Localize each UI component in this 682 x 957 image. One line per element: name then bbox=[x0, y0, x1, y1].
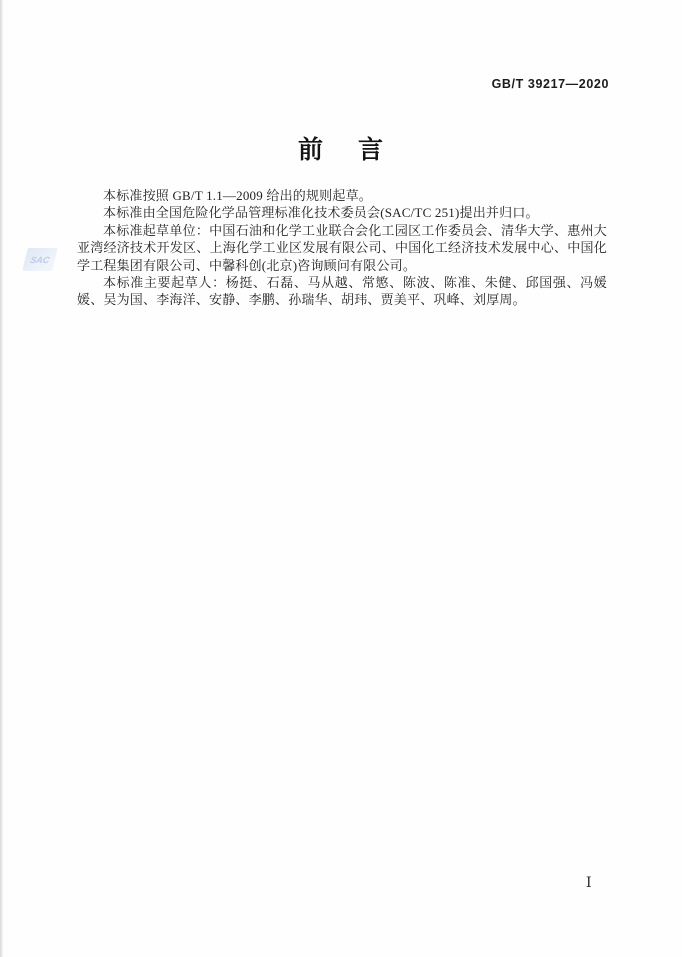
foreword-body bbox=[77, 187, 607, 309]
paragraph-main-drafters: 本标准主要起草人：杨挺、石磊、马从越、常慜、陈波、陈准、朱健、邱国强、冯媛媛、吴为国、李海洋、安静、李鹏、孙瑞华、胡玮、贾美平、巩峰、刘厚周。 bbox=[77, 275, 607, 308]
page-title-char-2: 言 bbox=[358, 136, 385, 164]
sac-watermark-logo: SAC bbox=[22, 248, 58, 271]
page-title-char-1: 前 bbox=[297, 136, 324, 164]
scan-edge-shadow bbox=[0, 0, 3, 957]
page-title bbox=[75, 130, 607, 166]
paragraph-drafting-organizations: 本标准起草单位：中国石油和化学工业联合会化工园区工作委员会、清华大学、惠州大亚湾经济技术开发区、上海化学工业区发展有限公司、中国化工经济技术发展中心、中国化学工程集团有限公司、中馨科创(北京)咨询顾问有限公司。 bbox=[77, 222, 607, 273]
page-number: Ⅰ bbox=[586, 876, 592, 891]
standard-code-header: GB/T 39217—2020 bbox=[491, 77, 609, 91]
paragraph-drafting-rules: 本标准按照 GB/T 1.1—2009 给出的规则起草。 bbox=[103, 188, 372, 203]
paragraph-proposing-committee: 本标准由全国危险化学品管理标准化技术委员会(SAC/TC 251)提出并归口。 bbox=[103, 205, 539, 221]
